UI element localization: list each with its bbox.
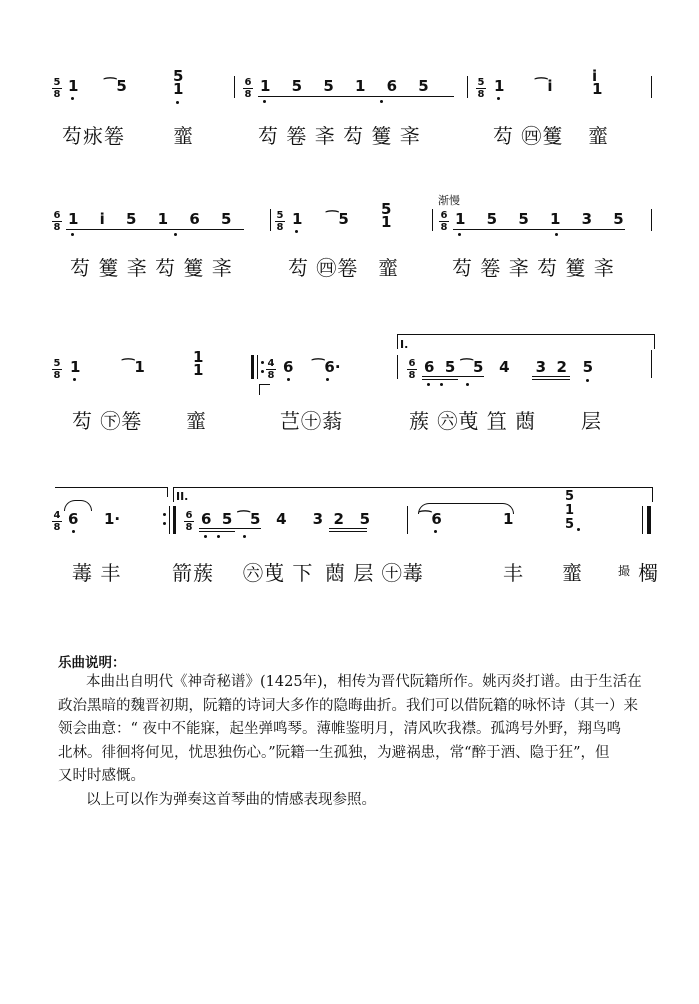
- meter-6-8: 6 8: [408, 358, 416, 381]
- notes-line: 北林。徘徊将何见，忧思独伤心。”阮籍一生孤独，为避祸患，常“醉于酒、隐于狂”，但: [58, 744, 610, 761]
- notes-measure: 1: [70, 358, 81, 376]
- tablature-text: 㯮: [638, 561, 659, 585]
- barline: [651, 209, 652, 231]
- low-dot: [458, 233, 461, 236]
- stacked-note: 1 1: [193, 348, 204, 379]
- repeat-start-thick: [251, 355, 254, 379]
- barline: [432, 209, 433, 231]
- low-dot: [466, 383, 469, 386]
- repeat-end-thin: [169, 506, 170, 534]
- tablature-text: 韲: [173, 124, 194, 148]
- notes-measure: ⁀5: [104, 77, 127, 95]
- chord-stack: 5 1 5: [565, 489, 575, 532]
- volta-label: II.: [176, 490, 189, 503]
- meter-4-8: 4 8: [267, 358, 275, 381]
- low-dot: [440, 383, 443, 386]
- notes-line: 又时时感慨。: [58, 768, 145, 784]
- tablature-text: ㊅䒶 下: [243, 561, 314, 585]
- beam: [258, 96, 454, 97]
- meter-5-8: 5 8: [477, 77, 485, 100]
- tablature-text: 芶 ㊦箞: [72, 409, 143, 433]
- barline: [397, 355, 398, 379]
- notes-measure: 1: [292, 210, 303, 228]
- low-dot: [380, 100, 383, 103]
- notes-measure: ⁀5: [326, 210, 349, 228]
- tablature-text: 层: [581, 409, 602, 433]
- repeat-start-thin: [257, 355, 258, 379]
- beam: [199, 528, 261, 529]
- meter-6-8: 6 8: [185, 510, 193, 533]
- low-dot: [497, 97, 500, 100]
- repeat-dot: [163, 522, 166, 525]
- low-dot: [71, 233, 74, 236]
- beam: [453, 229, 625, 230]
- low-dot: [586, 379, 589, 382]
- meter-6-8: 6 8: [244, 77, 252, 100]
- volta-bracket: [173, 487, 653, 502]
- beam: [422, 376, 484, 377]
- notes-measure: 6: [68, 510, 79, 528]
- notes-line: 本曲出自明代《神奇秘谱》(1425年)，相传为晋代阮籍所作。姚丙炎打谱。由于生活在: [86, 674, 642, 690]
- low-dot: [71, 97, 74, 100]
- tablature-text: 芶㽷箞: [62, 124, 125, 148]
- notes-measure: ⁀6: [419, 510, 442, 528]
- repeat-dot: [163, 513, 166, 516]
- notes-measure: 6 5 ⁀5 4 3 2 5: [201, 510, 371, 528]
- beam: [199, 531, 235, 532]
- notes-measure: 1: [503, 510, 514, 528]
- barline: [651, 350, 652, 378]
- low-dot: [427, 383, 430, 386]
- meter-5-8: 5 8: [276, 210, 284, 233]
- tablature-text: 丰: [503, 561, 524, 585]
- low-dot: [217, 535, 220, 538]
- notes-body: [58, 671, 658, 812]
- barline: [467, 76, 468, 98]
- volta-end: [167, 487, 168, 497]
- tempo-mark: 渐慢: [438, 194, 460, 207]
- beam: [532, 376, 570, 377]
- stacked-note: 5 1: [381, 200, 392, 231]
- meter-6-8: 6 8: [440, 210, 448, 233]
- tablature-text: 蔟 ㊅䒶 笡 蕄: [409, 409, 537, 433]
- notes-measure: 1: [494, 77, 505, 95]
- barline: [651, 76, 652, 98]
- tablature-text: 芑㊉蓊: [280, 409, 343, 433]
- final-bar-thin: [642, 506, 643, 534]
- tablature-text: 芶 ㊃籆: [493, 124, 564, 148]
- volta-bracket: [397, 334, 655, 349]
- beam: [422, 379, 458, 380]
- notes-line: 以上可以作为弹奏这首琴曲的情感表现参照。: [86, 791, 376, 808]
- notes-title: 乐曲说明：: [58, 655, 126, 671]
- notes-line: 政治黑暗的魏晋初期，阮籍的诗词大多作的隐晦曲折。我们可以借阮籍的咏怀诗（其一）来: [58, 697, 638, 714]
- tablature-text: 韲: [588, 124, 609, 148]
- low-dot: [243, 535, 246, 538]
- beam: [329, 528, 367, 529]
- beam: [329, 531, 367, 532]
- stacked-note: 5 1: [173, 67, 184, 98]
- meter-6-8: 6 8: [53, 210, 61, 233]
- repeat-dot: [261, 370, 264, 373]
- tablature-text: 䓯 丰: [72, 561, 122, 585]
- low-dot: [555, 233, 558, 236]
- volta-label: I.: [400, 338, 409, 351]
- final-bar-thick: [647, 506, 651, 534]
- barline: [234, 76, 235, 98]
- notes-measure: 1 5 5 1 6 5: [260, 77, 429, 95]
- low-dot: [434, 530, 437, 533]
- low-dot: [577, 528, 580, 531]
- volta-continuation: [55, 487, 167, 488]
- phrase-bracket: [259, 384, 270, 395]
- notes-measure: ⁀6·: [312, 358, 341, 376]
- barline: [407, 506, 408, 534]
- tablature-text: 韲: [562, 561, 583, 585]
- low-dot: [263, 100, 266, 103]
- meter-4-8: 4 8: [53, 510, 61, 533]
- tablature-text: 撮: [618, 564, 632, 578]
- low-dot: [204, 535, 207, 538]
- low-dot: [73, 378, 76, 381]
- notes-line: 领会曲意：“ 夜中不能寐，起坐弹鸣琴。薄帷鉴明月，清风吹我襟。孤鸿号外野，翔鸟鸣: [58, 721, 622, 737]
- stacked-note: i 1: [592, 67, 603, 98]
- notes-measure: 6: [283, 358, 294, 376]
- meter-5-8: 5 8: [53, 77, 61, 100]
- notes-measure: ⁀1: [122, 358, 145, 376]
- notes-measure: ⁀i: [535, 77, 553, 95]
- tablature-text: 芶 箞 㪯 芶 籆 㪯: [452, 256, 615, 280]
- barline: [270, 209, 271, 231]
- notes-measure: 1: [68, 77, 79, 95]
- tablature-text: 韲: [186, 409, 207, 433]
- low-dot: [72, 530, 75, 533]
- tablature-text: 芶 籆 㪯 芶 籆 㪯: [70, 256, 233, 280]
- tablature-text: 箭蔟: [172, 561, 214, 585]
- meter-5-8: 5 8: [53, 358, 61, 381]
- repeat-dot: [261, 361, 264, 364]
- tablature-text: 蕄 层 ㊉䓯: [325, 561, 424, 585]
- low-dot: [287, 378, 290, 381]
- beam: [66, 229, 244, 230]
- notes-measure: 1 i 5 1 6 5: [68, 210, 232, 228]
- beam: [532, 379, 570, 380]
- low-dot: [176, 101, 179, 104]
- repeat-end-thick: [173, 506, 176, 534]
- notes-measure: 1 5 5 1 3 5: [455, 210, 624, 228]
- low-dot: [326, 378, 329, 381]
- low-dot: [295, 230, 298, 233]
- tablature-text: 韲: [378, 256, 399, 280]
- low-dot: [174, 233, 177, 236]
- notes-measure: 6 5 ⁀5 4 3 2 5: [424, 358, 594, 376]
- tablature-text: 芶 箞 㪯 芶 籆 㪯: [258, 124, 421, 148]
- notes-measure: 1·: [104, 510, 121, 528]
- tablature-text: 芶 ㊃箞: [288, 256, 359, 280]
